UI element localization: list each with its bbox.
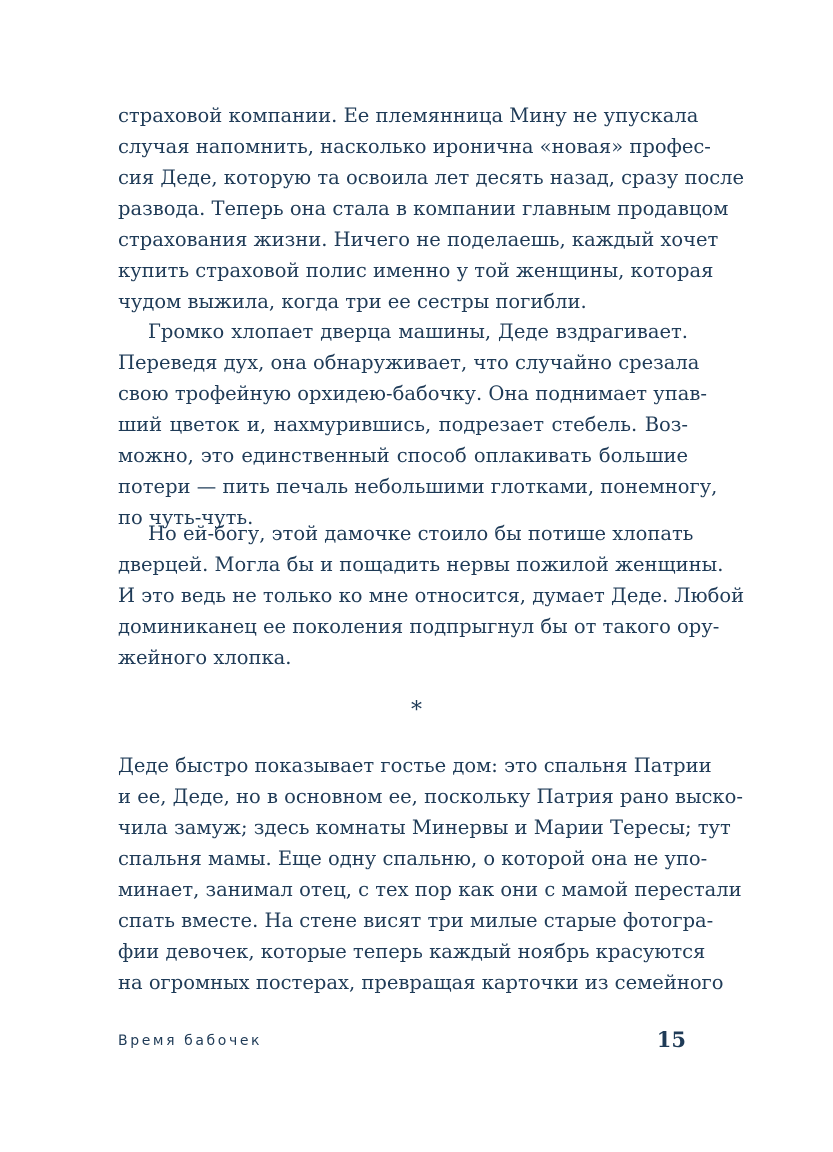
paragraph-2	[118, 316, 718, 533]
paragraph-3	[118, 518, 745, 673]
text-line: развода. Теперь она стала в компании главным продавцом	[118, 197, 729, 220]
text-line: можно, это единственный способ оплакивать большие	[118, 444, 688, 467]
text-line: по чуть-чуть.	[118, 506, 254, 529]
text-line: Громко хлопает дверца машины, Деде вздрагивает.	[148, 320, 688, 343]
text-line: доминиканец ее поколения подпрыгнул бы от такого ору-	[118, 615, 720, 638]
text-line: спать вместе. На стене висят три милые старые фотогра-	[118, 909, 714, 932]
text-line: Переведя дух, она обнаруживает, что случайно срезала	[118, 351, 700, 374]
page-footer	[118, 1028, 688, 1054]
text-line: И это ведь не только ко мне относится, думает Деде. Любой	[118, 584, 745, 607]
text-line: дверцей. Могла бы и пощадить нервы пожилой женщины.	[118, 553, 724, 576]
text-line: чудом выжила, когда три ее сестры погибли.	[118, 290, 587, 313]
text-line: и ее, Деде, но в основном ее, поскольку Патрия рано выско-	[118, 785, 743, 808]
text-line: чила замуж; здесь комнаты Минервы и Марии Тересы; тут	[118, 816, 731, 839]
text-line: случая напомнить, насколько иронична «новая» профес-	[118, 135, 711, 158]
text-line: купить страховой полис именно у той женщины, которая	[118, 259, 714, 282]
text-line: Деде быстро показывает гостье дом: это спальня Патрии	[118, 754, 712, 777]
text-line: спальня мамы. Еще одну спальню, о которой она не упо-	[118, 847, 708, 870]
running-title: Время бабочек	[118, 1033, 263, 1049]
paragraph-1	[118, 100, 745, 317]
text-line: страховой компании. Ее племянница Мину не упускала	[118, 104, 699, 127]
section-separator: *	[411, 698, 422, 723]
text-line: на огромных постерах, превращая карточки из семейного	[118, 971, 724, 994]
text-line: свою трофейную орхидею-бабочку. Она поднимает упав-	[118, 382, 707, 405]
text-line: Но ей-богу, этой дамочке стоило бы потише хлопать	[148, 522, 694, 545]
text-line: фии девочек, которые теперь каждый ноябрь красуются	[118, 940, 706, 963]
page-number: 15	[656, 1027, 686, 1052]
text-line: ший цветок и, нахмурившись, подрезает стебель. Воз-	[118, 413, 688, 436]
text-line: сия Деде, которую та освоила лет десять назад, сразу после	[118, 166, 745, 189]
text-line: потери — пить печаль небольшими глотками, понемногу,	[118, 475, 718, 498]
text-line: минает, занимал отец, с тех пор как они с мамой перестали	[118, 878, 742, 901]
paragraph-4	[118, 750, 743, 998]
text-line: жейного хлопка.	[118, 646, 292, 669]
text-line: страхования жизни. Ничего не поделаешь, каждый хочет	[118, 228, 719, 251]
